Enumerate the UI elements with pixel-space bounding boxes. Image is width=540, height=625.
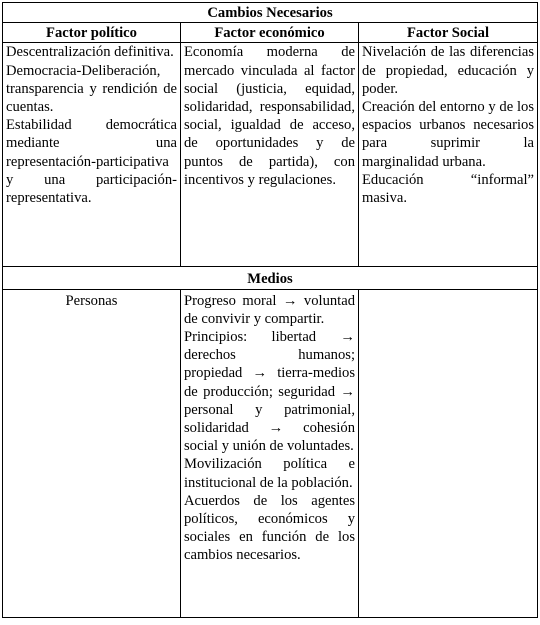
- medios-title: Medios: [3, 267, 538, 289]
- politico-item: Descentralización definitiva.: [6, 44, 174, 61]
- header-factor-politico: Factor político: [3, 23, 181, 43]
- cell-factor-economico: [181, 43, 359, 267]
- cell-empty: [359, 289, 538, 617]
- cell-factor-politico: [3, 43, 181, 267]
- social-item: Nivelación de las diferencias de propiedad, educación y poder.: [362, 44, 535, 97]
- medios-item: Movilización política e institucional de la población.: [184, 456, 355, 491]
- social-item: Creación del entorno y de los espacios urbanos necesarios para suprimir la marginalidad urbana.: [362, 99, 535, 170]
- table-title: Cambios Necesarios: [3, 3, 538, 23]
- medios-item: Progreso moral → voluntad de convivir y compartir.: [184, 292, 355, 327]
- header-factor-social: Factor Social: [359, 23, 538, 43]
- politico-item: Estabilidad democrática mediante una representación-participativa y una participación-representativa.: [6, 117, 177, 207]
- medios-item: Acuerdos de los agentes políticos, económicos y sociales en función de los cambios necesarios.: [184, 492, 355, 564]
- social-item: Educación “informal” masiva.: [362, 171, 535, 207]
- cell-personas: [3, 289, 181, 617]
- economico-item: Economía moderna de mercado vinculada al factor social (justicia, equidad, solidaridad, responsabilidad, social, igualdad de acceso, de oportunidades y de puntos de partida), con incentivos y regulaciones.: [184, 44, 355, 188]
- politico-item: Democracia-Deliberación, transparencia y rendición de cuentas.: [6, 62, 177, 116]
- cambios-table: [2, 2, 538, 618]
- cell-medios-items: [181, 289, 359, 617]
- cell-factor-social: [359, 43, 538, 267]
- medios-item: Principios: libertad → derechos humanos; propiedad → tierra-medios de producción; seguridad → personal y patrimonial, solidaridad → cohesión social y unión de voluntades.: [184, 329, 355, 455]
- header-factor-economico: Factor económico: [181, 23, 359, 43]
- personas-label: Personas: [65, 292, 118, 309]
